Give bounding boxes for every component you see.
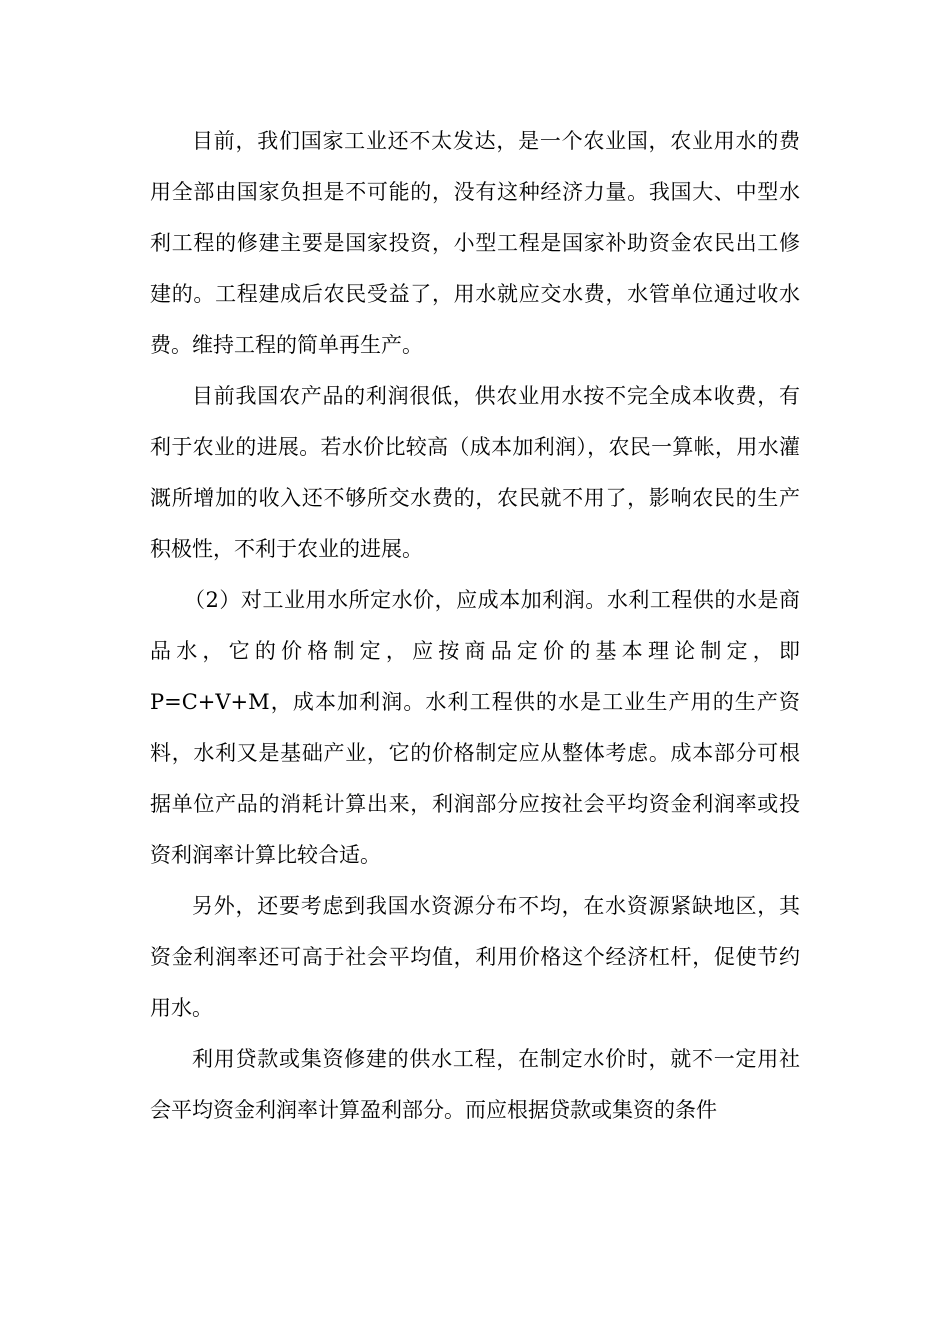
paragraph-water-scarcity: 另外，还要考虑到我国水资源分布不均，在水资源紧缺地区，其资金利润率还可高于社会平均值，利用价格这个经济杠杆，促使节约用水。 — [150, 894, 800, 1020]
paragraph-loan-financed-projects: 利用贷款或集资修建的供水工程，在制定水价时，就不一定用社会平均资金利润率计算盈利部分。而应根据贷款或集资的条件 — [150, 1047, 800, 1122]
paragraph-agricultural-profit: 目前我国农产品的利润很低，供农业用水按不完全成本收费，有利于农业的进展。若水价比较高（成本加利润），农民一算帐，用水灌溉所增加的收入还不够所交水费的，农民就不用了，影响农民的生产积极性，不利于农业的进展。 — [150, 384, 800, 561]
paragraph-industrial-water-price: （2）对工业用水所定水价，应成本加利润。水利工程供的水是商品水，它的价格制定，应按商品定价的基本理论制定，即P=C+V+M，成本加利润。水利工程供的水是工业生产用的生产资料，水利又是基础产业，它的价格制定应从整体考虑。成本部分可根据单位产品的消耗计算出来，利润部分应按社会平均资金利润率或投资利润率计算比较合适。 — [150, 588, 800, 867]
paragraph-agricultural-water-fees: 目前，我们国家工业还不太发达，是一个农业国，农业用水的费用全部由国家负担是不可能的，没有这种经济力量。我国大、中型水利工程的修建主要是国家投资，小型工程是国家补助资金农民出工修建的。工程建成后农民受益了，用水就应交水费，水管单位通过收水费。维持工程的简单再生产。 — [150, 129, 800, 357]
document-page — [150, 116, 800, 1136]
